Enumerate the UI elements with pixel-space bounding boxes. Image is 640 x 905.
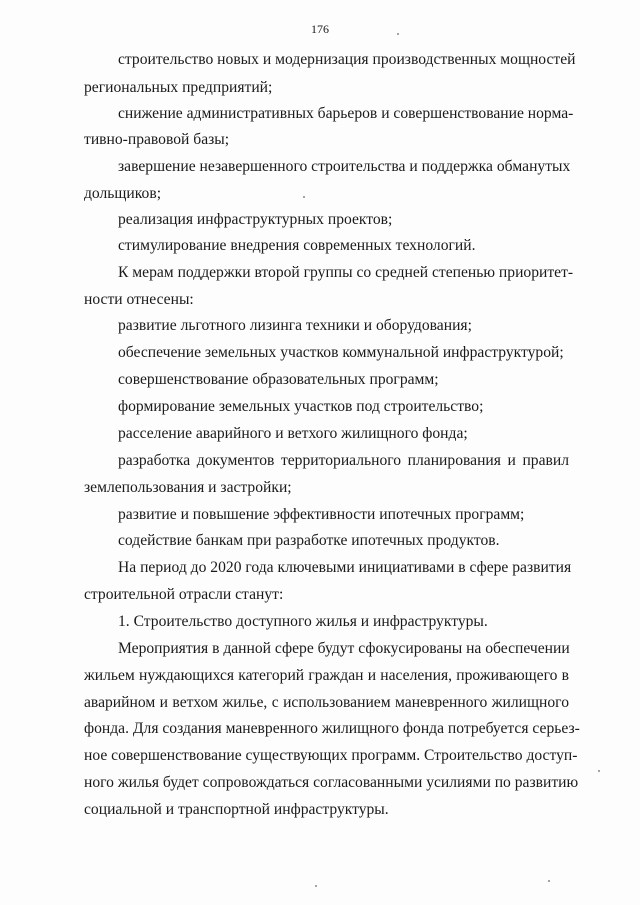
text-line: стимулирование внедрения современных технологий.	[118, 237, 476, 254]
text-line: социальной и транспортной инфраструктуры.	[84, 801, 389, 818]
text-line: К мерам поддержки второй группы со средней степенью приоритет-	[118, 264, 574, 281]
scan-speck	[303, 196, 305, 198]
text-line: фонда. Для создания маневренного жилищного фонда потребуется серьез-	[84, 720, 580, 737]
text-line: строительной отрасли станут:	[84, 586, 284, 603]
text-line: жильем нуждающихся категорий граждан и населения, проживающего в	[84, 667, 569, 684]
text-line: землепользования и застройки;	[84, 479, 292, 496]
text-line: тивно-правовой базы;	[84, 131, 230, 148]
text-line: расселение аварийного и ветхого жилищного фонда;	[118, 425, 468, 442]
text-line: содействие банкам при разработке ипотечных продуктов.	[118, 532, 500, 549]
text-line: Мероприятия в данной сфере будут сфокусированы на обеспечении	[118, 640, 570, 657]
text-line: обеспечение земельных участков коммунальной инфраструктурой;	[118, 344, 564, 361]
text-line: строительство новых и модернизация производственных мощностей	[118, 51, 576, 68]
text-line: совершенствование образовательных программ;	[118, 371, 439, 388]
scan-speck	[598, 770, 600, 772]
scan-speck	[315, 885, 317, 887]
text-line: На период до 2020 года ключевыми инициативами в сфере развития	[118, 559, 572, 576]
text-line: завершение незавершенного строительства и поддержка обманутых	[118, 158, 571, 175]
text-line: дольщиков;	[84, 185, 162, 202]
text-line: 1. Строительство доступного жилья и инфраструктуры.	[118, 613, 488, 630]
text-line: разработка документов территориального планирования и правил	[118, 452, 569, 469]
scan-speck	[548, 880, 550, 882]
text-line: развитие льготного лизинга техники и оборудования;	[118, 317, 472, 334]
text-line: снижение административных барьеров и совершенствование норма-	[118, 105, 574, 122]
scan-speck	[397, 33, 399, 35]
text-line: развитие и повышение эффективности ипотечных программ;	[118, 506, 525, 523]
text-line: ного жилья будет сопровождаться согласованными усилиями по развитию	[84, 774, 579, 791]
page-number: 176	[311, 22, 329, 36]
text-line: региональных предприятий;	[84, 79, 273, 96]
text-line: аварийном и ветхом жилье, с использованием маневренного жилищного	[84, 694, 569, 711]
text-line: реализация инфраструктурных проектов;	[118, 211, 393, 228]
text-line: ности отнесены:	[84, 291, 194, 308]
text-line: ное совершенствование существующих программ. Строительство доступ-	[84, 747, 578, 764]
text-line: формирование земельных участков под строительство;	[118, 398, 484, 415]
